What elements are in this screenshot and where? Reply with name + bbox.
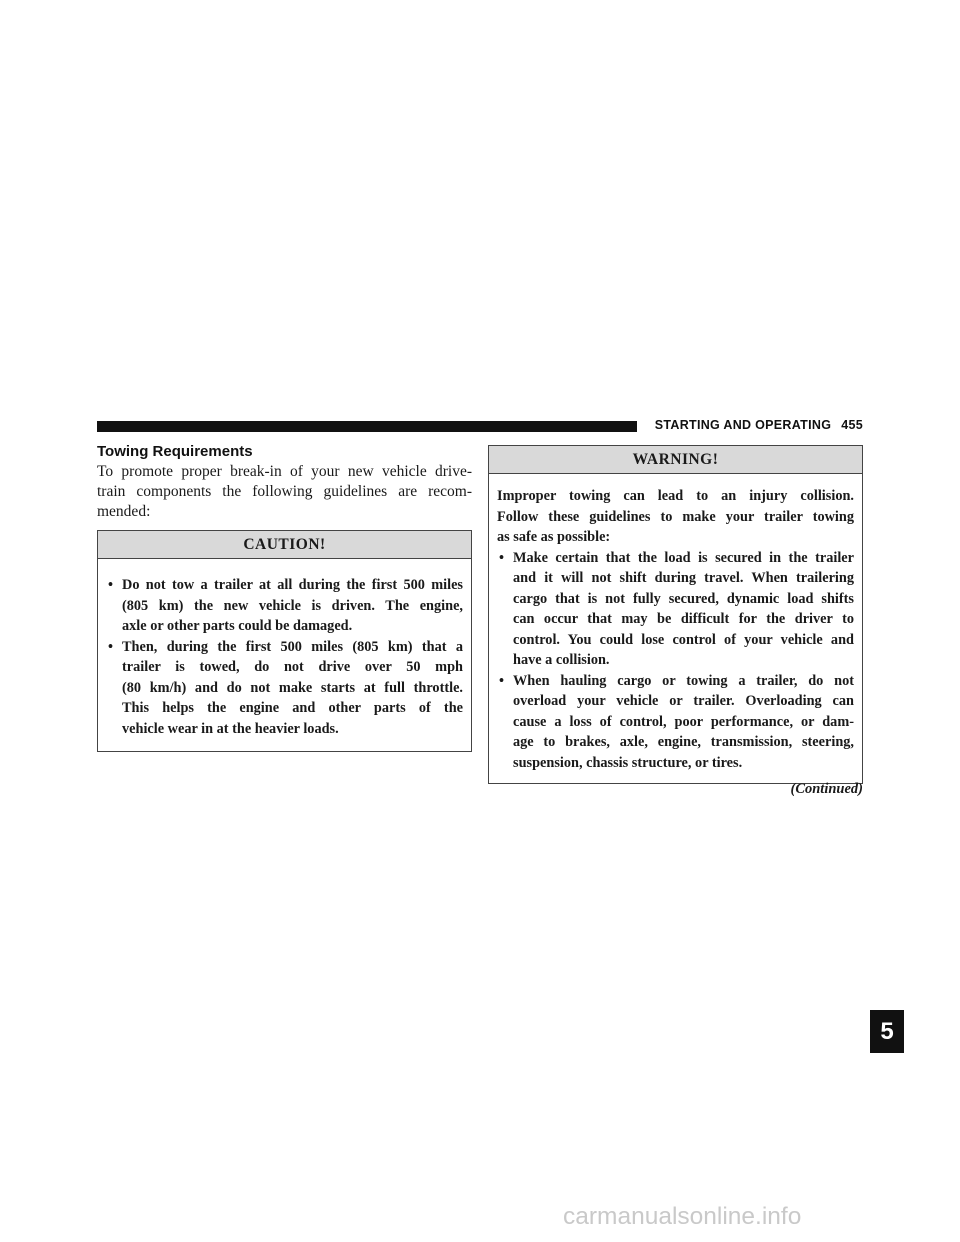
caution-box	[97, 530, 472, 752]
text-line: vehicle wear in at the heavier loads.	[122, 720, 339, 737]
running-header	[645, 418, 863, 432]
chapter-tab: 5	[870, 1010, 904, 1053]
section-name: STARTING AND OPERATING	[654, 418, 832, 432]
text-line: trailer is towed, do not drive over 50 mph	[122, 659, 463, 675]
text-line: When hauling cargo or towing a trailer, do not	[513, 672, 854, 689]
text-line: This helps the engine and other parts of the	[122, 700, 463, 716]
text-line: mended:	[97, 503, 151, 520]
text-line: Follow these guidelines to make your trailer towing	[497, 508, 854, 525]
section-heading: Towing Requirements	[97, 443, 253, 460]
text-line: Do not tow a trailer at all during the first 500 miles	[122, 577, 463, 593]
text-line: suspension, chassis structure, or tires.	[513, 754, 743, 771]
text-line: (805 km) the new vehicle is driven. The engine,	[122, 597, 463, 614]
text-line: (80 km/h) and do not make starts at full throttle.	[122, 679, 463, 696]
towing-requirements-section	[97, 443, 472, 522]
bullet-icon: •	[108, 577, 114, 593]
caution-body	[98, 559, 471, 751]
text-line: overload your vehicle or trailer. Overloading can	[513, 693, 854, 709]
header-rule	[97, 421, 637, 432]
text-line: To promote proper break-in of your new vehicle drive-	[97, 463, 472, 480]
text-line: cause a loss of control, poor performance, or dam-	[513, 713, 854, 730]
text-line: and it will not shift during travel. When trailering	[513, 570, 854, 586]
bullet-icon: •	[108, 638, 114, 655]
text-line: cargo that is not fully secured, dynamic load shifts	[513, 590, 854, 607]
text-line: age to brakes, axle, engine, transmission, steering,	[513, 734, 854, 750]
list-item	[497, 548, 854, 671]
warning-body	[489, 474, 862, 783]
text-line: control. You could lose control of your vehicle and	[513, 631, 854, 648]
page-number: 455	[841, 418, 863, 432]
caution-heading: CAUTION!	[98, 531, 471, 559]
warning-heading: WARNING!	[489, 446, 862, 474]
text-line: Then, during the first 500 miles (805 km) that a	[122, 638, 463, 655]
list-item	[106, 575, 463, 637]
list-item	[497, 671, 854, 774]
text-line: have a collision.	[513, 652, 610, 668]
text-line: train components the following guidelines are recom-	[97, 483, 472, 500]
text-line: as safe as possible:	[497, 529, 611, 545]
text-line: can occur that may be difficult for the driver to	[513, 611, 854, 627]
warning-intro	[497, 486, 854, 548]
intro-paragraph	[97, 462, 472, 522]
list-item	[106, 637, 463, 740]
bullet-icon: •	[499, 672, 505, 689]
continued-label: (Continued)	[790, 781, 863, 797]
bullet-icon: •	[499, 549, 505, 566]
warning-box	[488, 445, 863, 784]
watermark: carmanualsonline.info	[563, 1203, 802, 1230]
text-line: axle or other parts could be damaged.	[122, 618, 353, 634]
text-line: Make certain that the load is secured in the trailer	[513, 549, 854, 566]
text-line: Improper towing can lead to an injury collision.	[497, 488, 854, 504]
